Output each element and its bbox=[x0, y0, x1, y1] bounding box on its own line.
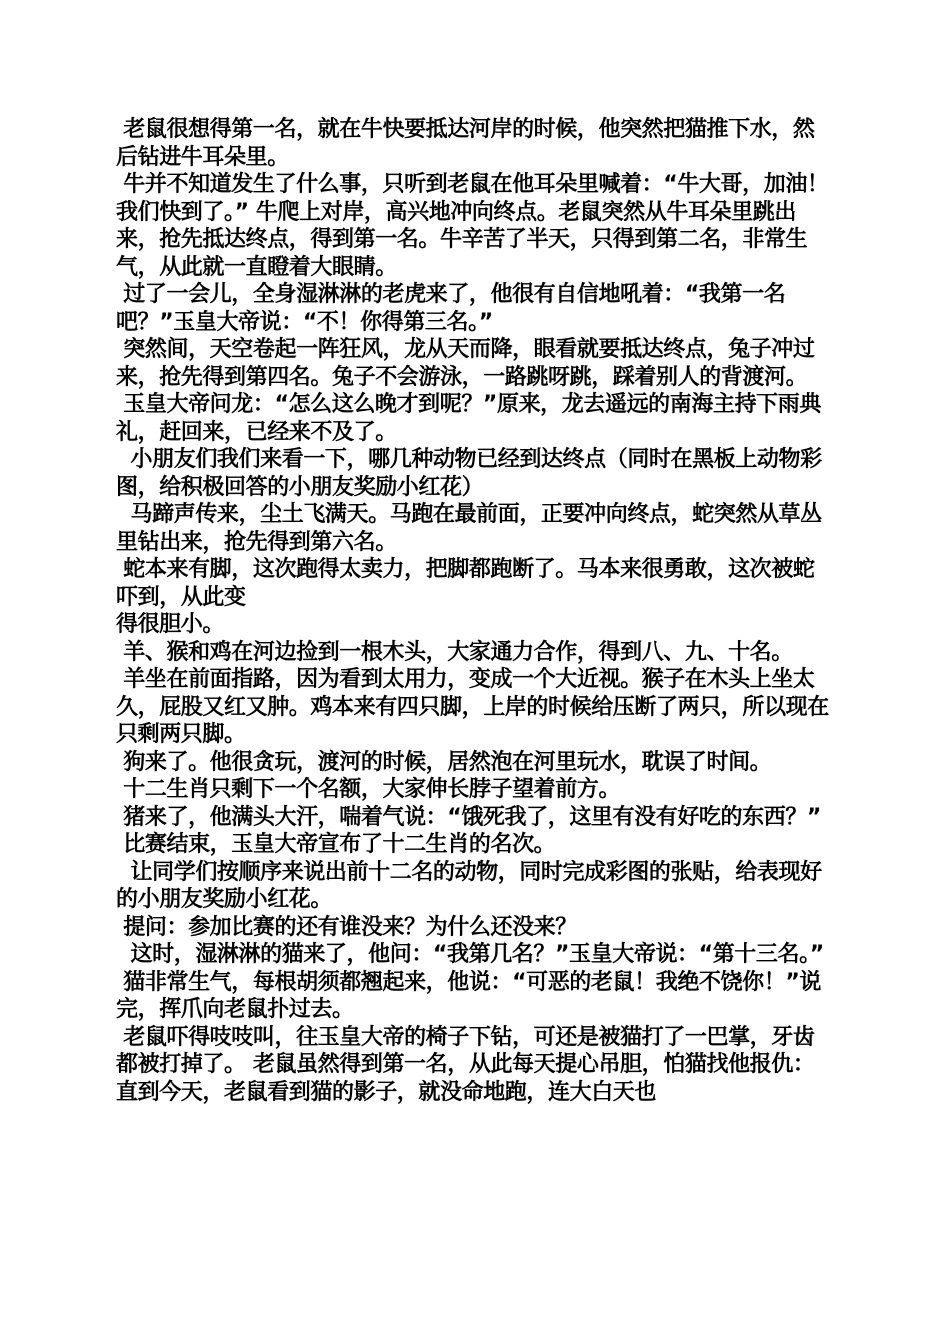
paragraph-15: 让同学们按顺序来说出前十二名的动物，同时完成彩图的张贴，给表现好的小朋友奖励小红花。 bbox=[116, 859, 822, 912]
story-text bbox=[116, 116, 836, 1106]
paragraph-9: 羊、猴和鸡在河边捡到一根木头，大家通力合作，得到八、九、十名。 bbox=[116, 639, 793, 665]
paragraph-8: 蛇本来有脚，这次跑得太卖力，把脚都跑断了。马本来很勇敢，这次被蛇吓到，从此变 得很胆小。 bbox=[116, 557, 815, 637]
paragraph-10: 羊坐在前面指路，因为看到太用力，变成一个大近视。猴子在木头上坐太久，屁股又红又肿。鸡本来有四只脚，上岸的时候给压断了两只，所以现在只剩两只脚。 bbox=[116, 667, 829, 747]
paragraph-19: 老鼠吓得吱吱叫，往玉皇大帝的椅子下钻，可还是被猫打了一巴掌，牙齿都被打掉了。 老鼠虽然得到第一名，从此每天提心吊胆，怕猫找他报仇：直到今天，老鼠看到猫的影子，就没命地跑，连大白天也 bbox=[116, 1024, 815, 1105]
paragraph-11: 狗来了。他很贪玩，渡河的时候，居然泡在河里玩水，耽误了时间。 bbox=[116, 749, 772, 775]
paragraph-4: 突然间，天空卷起一阵狂风，龙从天而降，眼看就要抵达终点，兔子冲过来，抢先得到第四名。兔子不会游泳，一路跳呀跳，踩着别人的背渡河。 bbox=[116, 337, 815, 390]
paragraph-12: 十二生肖只剩下一个名额，大家伸长脖子望着前方。 bbox=[116, 777, 621, 802]
paragraph-3: 过了一会儿，全身湿淋淋的老虎来了，他很有自信地吼着：“我第一名吧？”玉皇大帝说：“不！你得第三名。” bbox=[116, 282, 786, 335]
paragraph-14: 比赛结束，玉皇大帝宣布了十二生肖的名次。 bbox=[116, 832, 556, 857]
paragraph-2: 牛并不知道发生了什么事，只听到老鼠在他耳朵里喊着：“牛大哥，加油！我们快到了。” 牛爬上对岸，高兴地冲向终点。老鼠突然从牛耳朵里跳出来，抢先抵达终点，得到第一名。牛辛苦了半天，只得到第二名，非常生气，从此就一直瞪着大眼睛。 bbox=[116, 172, 829, 280]
paragraph-5: 玉皇大帝问龙：“怎么这么晚才到呢？”原来，龙去遥远的南海主持下雨典礼，赶回来，已经来不及了。 bbox=[116, 392, 821, 445]
paragraph-17: 这时，湿淋淋的猫来了，他问：“我第几名？”玉皇大帝说：“第十三名。” bbox=[116, 942, 824, 967]
paragraph-7: 马蹄声传来，尘土飞满天。马跑在最前面，正要冲向终点，蛇突然从草丛里钻出来，抢先得到第六名。 bbox=[116, 502, 822, 555]
paragraph-1: 老鼠很想得第一名，就在牛快要抵达河岸的时候，他突然把猫推下水，然后钻进牛耳朵里。 bbox=[116, 117, 815, 170]
paragraph-13: 猪来了，他满头大汗，喘着气说：“饿死我了，这里有没有好吃的东西？” bbox=[116, 804, 821, 830]
paragraph-18: 猫非常生气，每根胡须都翘起来，他说：“可恶的老鼠！我绝不饶你！”说完，挥爪向老鼠扑过去。 bbox=[116, 969, 821, 1022]
paragraph-6: 小朋友们我们来看一下，哪几种动物已经到达终点（同时在黑板上动物彩图，给积极回答的小朋友奖励小红花） bbox=[116, 447, 822, 500]
paragraph-16: 提问：参加比赛的还有谁没来？为什么还没来？ bbox=[116, 914, 577, 940]
